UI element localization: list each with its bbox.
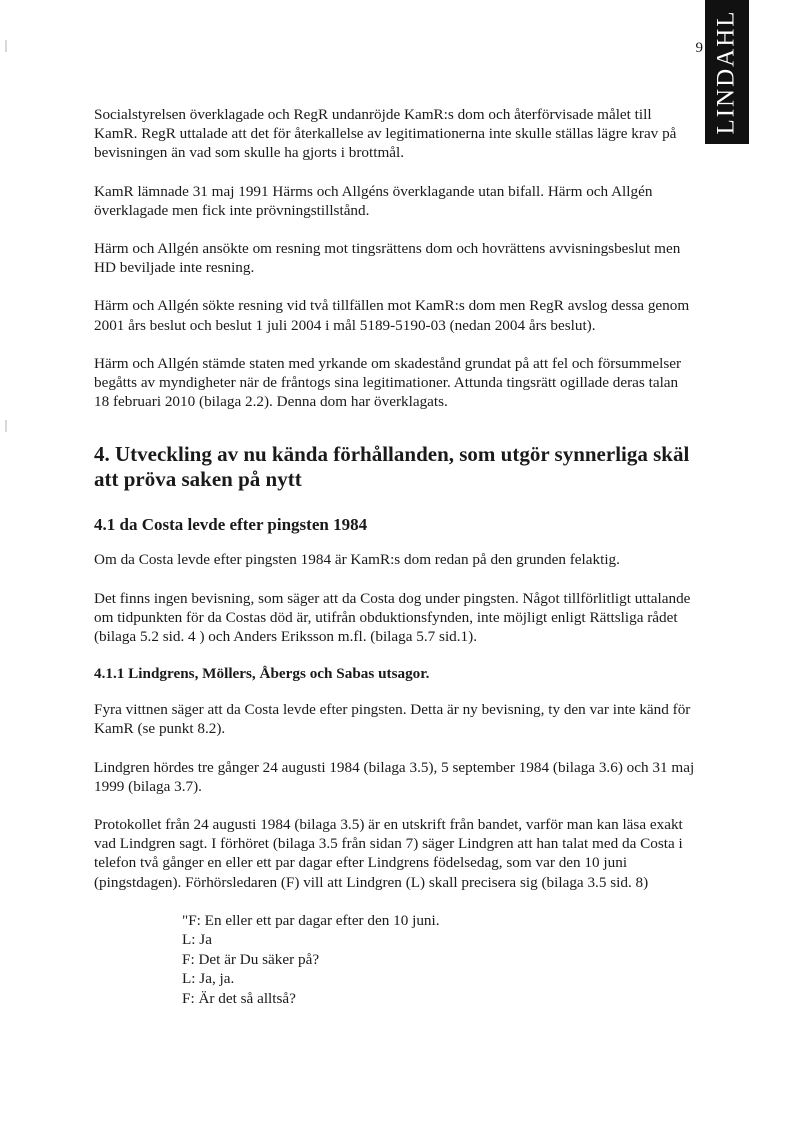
paragraph: KamR lämnade 31 maj 1991 Härms och Allgéns överklagande utan bifall. Härm och Allgén överklagade men fick inte prövningstillstånd.: [94, 182, 653, 219]
paragraph: Om da Costa levde efter pingsten 1984 är KamR:s dom redan på den grunden felaktig.: [94, 551, 620, 569]
margin-mark: [5, 40, 7, 52]
brand-tab: [705, 0, 749, 144]
interview-quote: [182, 911, 696, 1008]
quote-line: F: Det är Du säker på?: [182, 950, 320, 968]
paragraph: Socialstyrelsen överklagade och RegR undanröjde KamR:s dom och återförvisade målet till KamR. RegR uttalade att det för återkallelse av legitimationerna inte skulle ställas lägre krav på bevisningen än vad som skulle ha gjorts i brottmål.: [94, 106, 677, 162]
paragraph: Det finns ingen bevisning, som säger att da Costa dog under pingsten. Något tillförlitligt uttalande om tidpunkten för da Costas död är, utifrån obduktionsfynden, inte möjligt enligt Rättsliga rådet (bilaga 5.2 sid. 4 ) och Anders Eriksson m.fl. (bilaga 5.7 sid.1).: [94, 589, 691, 646]
quote-line: L: Ja: [182, 931, 212, 949]
paragraph: Protokollet från 24 augusti 1984 (bilaga 3.5) är en utskrift från bandet, varför man kan läsa exakt vad Lindgren sagt. I förhöret (bilaga 3.5 från sidan 7) säger Lindgren att han talat med da Costa i telefon två gånger en eller ett par dagar efter Lindgrens födelsedag, som var den 10 juni (pingstdagen). Förhörsledaren (F) vill att Lindgren (L) skall precisera sig (bilaga 3.5 sid. 8): [94, 816, 683, 891]
paragraph: Härm och Allgén stämde staten med yrkande om skadestånd grundat på att fel och försummelser begåtts av myndigheter när de fråntogs sina legitimationer. Attunda tingsrätt ogillade deras talan 18 februari 2010 (bilaga 2.2). Denna dom har överklagats.: [94, 354, 682, 411]
section-heading: 4. Utveckling av nu kända förhållanden, som utgör synnerliga skäl att pröva saken på nytt: [94, 442, 690, 492]
document-body: [94, 105, 696, 1008]
quote-line: L: Ja, ja.: [182, 970, 235, 988]
quote-line: "F: En eller ett par dagar efter den 10 juni.: [182, 911, 440, 929]
page-number: 9: [695, 40, 703, 56]
brand-name: LINDAHL: [713, 9, 740, 135]
margin-mark: [5, 420, 7, 432]
subsection-heading: 4.1 da Costa levde efter pingsten 1984: [94, 515, 368, 535]
paragraph: Lindgren hördes tre gånger 24 augusti 1984 (bilaga 3.5), 5 september 1984 (bilaga 3.6) och 31 maj 1999 (bilaga 3.7).: [94, 758, 695, 795]
quote-line: F: Är det så alltså?: [182, 989, 296, 1007]
paragraph: Härm och Allgén sökte resning vid två tillfällen mot KamR:s dom men RegR avslog dessa genom 2001 års beslut och beslut 1 juli 2004 i mål 5189-5190-03 (nedan 2004 års beslut).: [94, 297, 690, 334]
subsubsection-heading: 4.1.1 Lindgrens, Möllers, Åbergs och Sabas utsagor.: [94, 665, 430, 683]
paragraph: Fyra vittnen säger att da Costa levde efter pingsten. Detta är ny bevisning, ty den var inte känd för KamR (se punkt 8.2).: [94, 701, 691, 738]
paragraph: Härm och Allgén ansökte om resning mot tingsrättens dom och hovrättens avvisningsbeslut men HD beviljade inte resning.: [94, 240, 681, 277]
